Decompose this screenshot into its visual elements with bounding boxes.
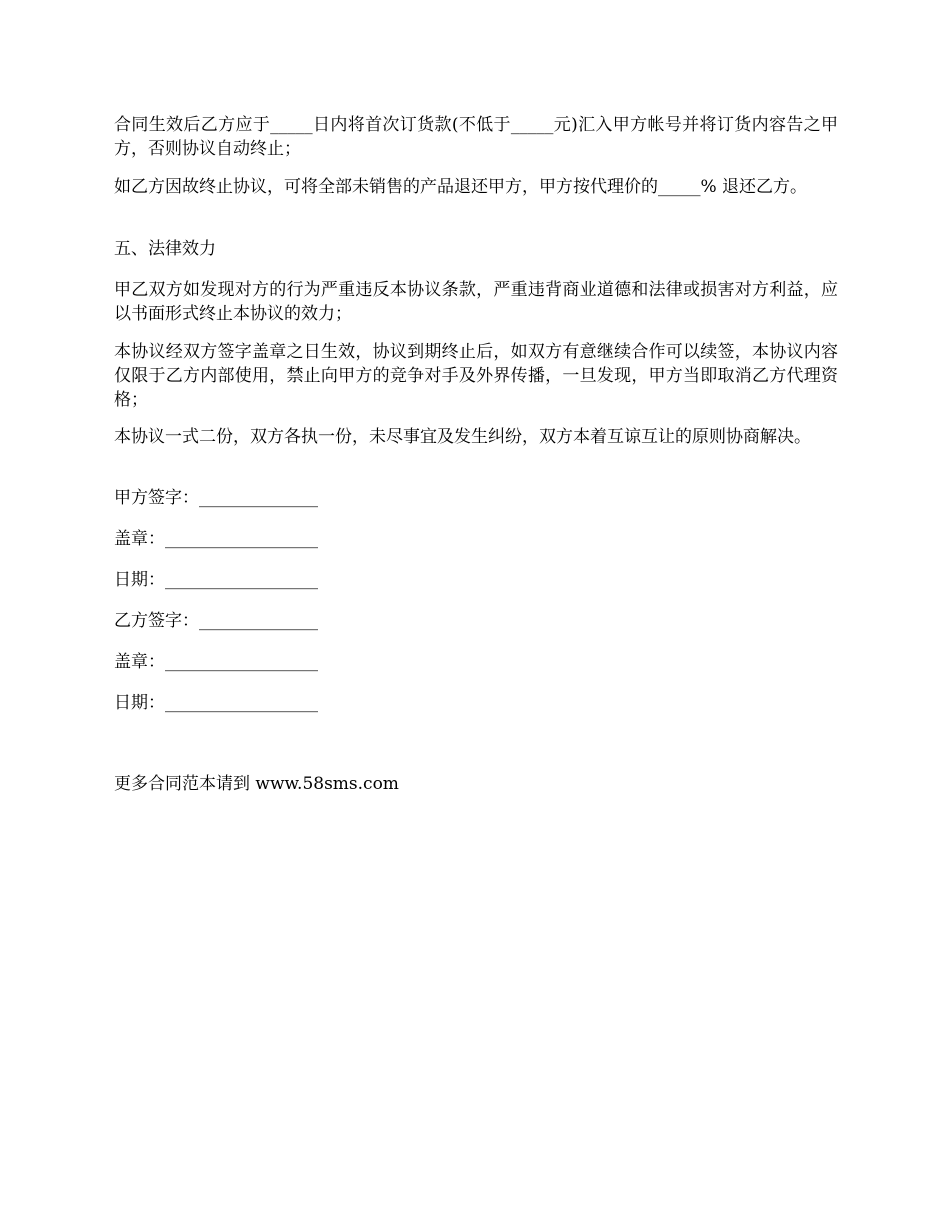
date-party-a: 日期：__________________ — [114, 570, 318, 590]
paragraph-first-payment: 合同生效后乙方应于_____日内将首次订货款(不低于_____元)汇入甲方帐号并将订货内容告之甲方，否则协议自动终止； — [114, 115, 838, 159]
paragraph-termination-refund: 如乙方因故终止协议，可将全部未销售的产品退还甲方，甲方按代理价的_____% 退还乙方。 — [114, 177, 808, 197]
signature-party-b: 乙方签字：______________ — [114, 611, 318, 631]
seal-party-a: 盖章：__________________ — [114, 529, 318, 549]
signature-party-a: 甲方签字：______________ — [114, 488, 318, 508]
section-heading-legal-effect: 五、法律效力 — [114, 239, 216, 259]
seal-party-b: 盖章：__________________ — [114, 652, 318, 672]
date-party-b: 日期：__________________ — [114, 693, 318, 713]
paragraph-breach-termination: 甲乙双方如发现对方的行为严重违反本协议条款，严重违背商业道德和法律或损害对方利益，应以书面形式终止本协议的效力； — [114, 280, 838, 324]
paragraph-copies: 本协议一式二份，双方各执一份，未尽事宜及发生纠纷，双方本着互谅互让的原则协商解决。 — [114, 427, 811, 447]
footer-link-text: 更多合同范本请到 www.58sms.com — [114, 774, 399, 794]
paragraph-effective-date: 本协议经双方签字盖章之日生效，协议到期终止后，如双方有意继续合作可以续签，本协议内容仅限于乙方内部使用，禁止向甲方的竞争对手及外界传播，一旦发现，甲方当即取消乙方代理资格； — [114, 342, 838, 410]
